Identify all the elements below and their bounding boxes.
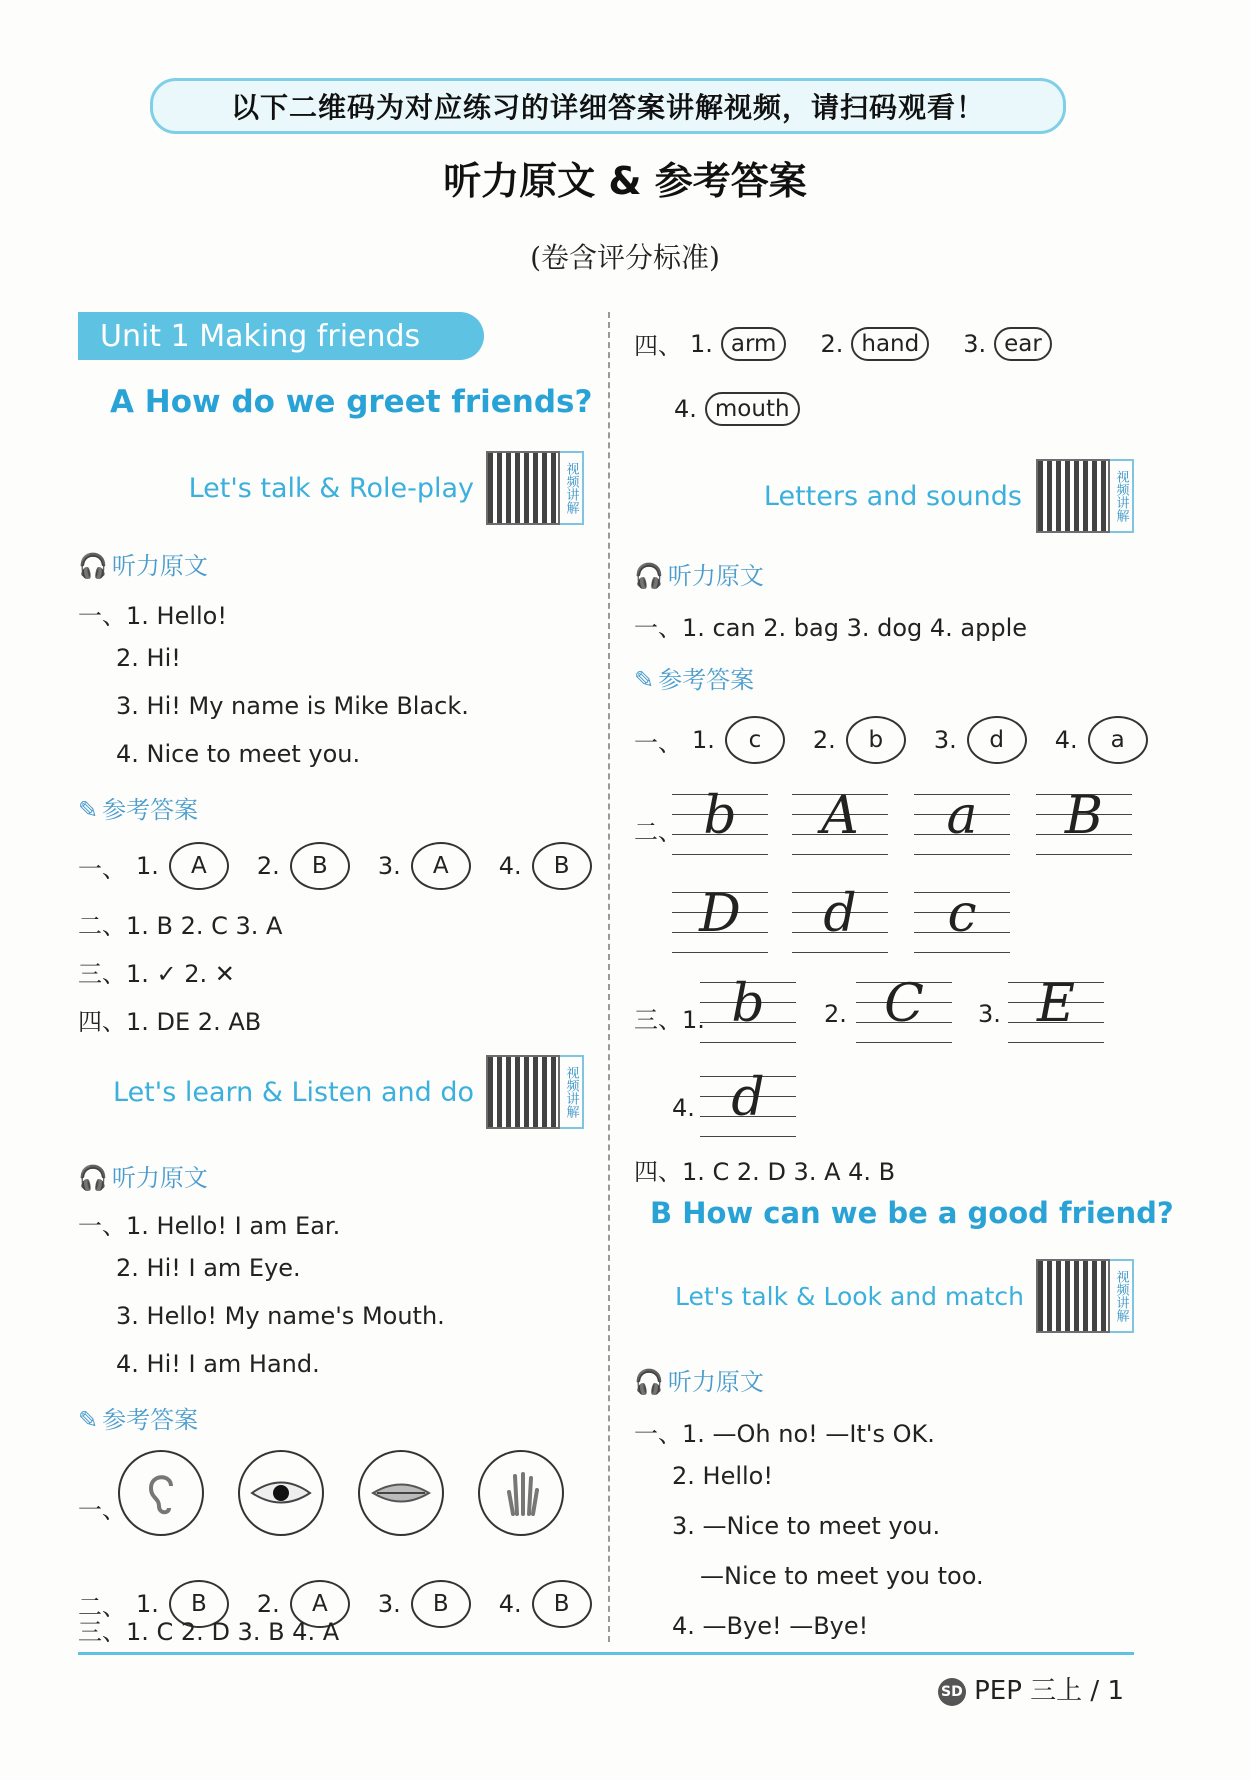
mouth-icon (358, 1450, 444, 1536)
listen-label: 🎧 听力原文 (634, 562, 764, 590)
qr-code-image (1036, 1259, 1110, 1333)
letters-heading-row (700, 458, 1134, 534)
part2-heading: Let's learn & Listen and do (113, 1076, 474, 1108)
circled-word: hand (851, 327, 929, 361)
listen-line: 2. Hello! (672, 1462, 773, 1490)
picture-answer-row (118, 1450, 564, 1536)
qr-code-image (486, 451, 560, 525)
answer-line: 四、1. C 2. D 3. A 4. B (634, 1158, 896, 1186)
page-title: 听力原文 & 参考答案 (443, 159, 807, 203)
handwriting-box: D (672, 878, 768, 962)
pencil-icon: ✎ (78, 1406, 99, 1434)
circled-answer: B (290, 842, 350, 890)
headphones-icon: 🎧 (634, 1368, 664, 1396)
headphones-icon: 🎧 (78, 1164, 108, 1192)
circled-word: arm (721, 327, 787, 361)
handwriting-box: c (914, 878, 1010, 962)
circled-word: mouth (705, 392, 800, 426)
qr-code[interactable] (486, 1055, 584, 1129)
circled-answer: c (725, 716, 785, 764)
section-b-heading: B How can we be a good friend? (650, 1196, 1174, 1230)
qr-label: 视频讲解 (560, 451, 584, 525)
partb-heading-row (640, 1258, 1134, 1334)
ear-icon (118, 1450, 204, 1536)
circled-answer: d (967, 716, 1027, 764)
handwriting-box: d (700, 1062, 796, 1146)
sd-badge: SD (938, 1678, 966, 1706)
listen-line: 3. Hi! My name is Mike Black. (116, 692, 469, 720)
handwriting-box: a (914, 780, 1010, 864)
page-number: PEP 三上 / 1 (974, 1676, 1124, 1706)
circled-answer: a (1088, 716, 1148, 764)
qr-code-image (1036, 459, 1110, 533)
circle-answer-row: 一、 1. A 2. B 3. A 4. B (78, 842, 592, 890)
listen-line: 一、1. —Oh no! —It's OK. (634, 1420, 935, 1448)
part1-heading: Let's talk & Role-play (188, 472, 474, 504)
section-two-prefix: 二、 (634, 818, 682, 846)
handwriting-box: C (856, 968, 952, 1052)
qr-code[interactable] (1036, 459, 1134, 533)
page-subtitle: (卷含评分标准) (530, 241, 720, 274)
answer-label: ✎ 参考答案 (78, 1406, 199, 1434)
circled-answer: A (290, 1580, 350, 1628)
letters-heading: Letters and sounds (763, 480, 1022, 512)
handwriting-box: A (792, 780, 888, 864)
handwriting-box: b (700, 968, 796, 1052)
answer-line: 三、1. C 2. D 3. B 4. A (78, 1618, 340, 1646)
listen-line: 4. Nice to meet you. (116, 740, 361, 768)
footer-rule (78, 1652, 1134, 1655)
circled-answer: B (532, 1580, 592, 1628)
word-circle-row: 4. mouth (674, 392, 800, 426)
listen-line: 一、1. Hello! I am Ear. (78, 1212, 341, 1240)
part2-heading-row (84, 1054, 584, 1130)
answer-label: ✎ 参考答案 (634, 666, 755, 694)
listen-line: 2. Hi! (116, 644, 181, 672)
part1-heading-row (184, 450, 584, 526)
listen-line: 一、1. can 2. bag 3. dog 4. apple (634, 614, 1028, 642)
qr-instruction-banner: 以下二维码为对应练习的详细答案讲解视频，请扫码观看！ (150, 78, 1066, 134)
qr-label: 视频讲解 (1110, 1259, 1134, 1333)
listen-line: —Nice to meet you too. (700, 1562, 984, 1590)
qr-code[interactable] (486, 451, 584, 525)
footer (938, 1670, 1124, 1707)
qr-label: 视频讲解 (560, 1055, 584, 1129)
item-number: 4. (672, 1094, 695, 1122)
answer-label: ✎ 参考答案 (78, 796, 199, 824)
circled-answer: A (411, 842, 471, 890)
section-a-heading: A How do we greet friends? (110, 384, 593, 420)
listen-label: 🎧 听力原文 (78, 552, 208, 580)
pic-row-prefix: 一、 (78, 1496, 126, 1524)
column-divider (608, 312, 610, 1642)
circled-word: ear (994, 327, 1052, 361)
listen-line: 2. Hi! I am Eye. (116, 1254, 301, 1282)
listen-line: 4. Hi! I am Hand. (116, 1350, 320, 1378)
circled-answer: B (169, 1580, 229, 1628)
qr-code[interactable] (1036, 1259, 1134, 1333)
item-number: 2. (824, 1000, 847, 1028)
headphones-icon: 🎧 (634, 562, 664, 590)
circled-answer: B (532, 842, 592, 890)
hand-icon (478, 1450, 564, 1536)
circle-answer-row: 二、 1. B 2. A 3. B 4. B (78, 1580, 592, 1628)
listen-line: 3. —Nice to meet you. (672, 1512, 941, 1540)
item-number: 3. (978, 1000, 1001, 1028)
circle-answer-row: 一、 1. c 2. b 3. d 4. a (634, 716, 1148, 764)
pencil-icon: ✎ (78, 796, 99, 824)
section-three-prefix: 三、1. (634, 1006, 705, 1034)
listen-line: 3. Hello! My name's Mouth. (116, 1302, 445, 1330)
handwriting-box: E (1008, 968, 1104, 1052)
handwriting-box: B (1036, 780, 1132, 864)
headphones-icon: 🎧 (78, 552, 108, 580)
listen-line: 4. —Bye! —Bye! (672, 1612, 869, 1640)
handwriting-box: b (672, 780, 768, 864)
handwriting-box: d (792, 878, 888, 962)
circled-answer: A (169, 842, 229, 890)
circled-answer: B (411, 1580, 471, 1628)
qr-code-image (486, 1055, 560, 1129)
listen-label: 🎧 听力原文 (634, 1368, 764, 1396)
unit-title-bar: Unit 1 Making friends (78, 312, 484, 360)
answer-line: 二、1. B 2. C 3. A (78, 912, 283, 940)
answer-line: 三、1. ✓ 2. ✕ (78, 960, 235, 988)
partb-heading: Let's talk & Look and match (675, 1281, 1024, 1311)
pencil-icon: ✎ (634, 666, 655, 694)
listen-line: 一、1. Hello! (78, 602, 227, 630)
answer-line: 四、1. DE 2. AB (78, 1008, 262, 1036)
word-circle-row: 四、 1. arm 2. hand 3. ear (634, 326, 1052, 361)
circled-answer: b (846, 716, 906, 764)
qr-label: 视频讲解 (1110, 459, 1134, 533)
listen-label: 🎧 听力原文 (78, 1164, 208, 1192)
eye-icon (238, 1450, 324, 1536)
